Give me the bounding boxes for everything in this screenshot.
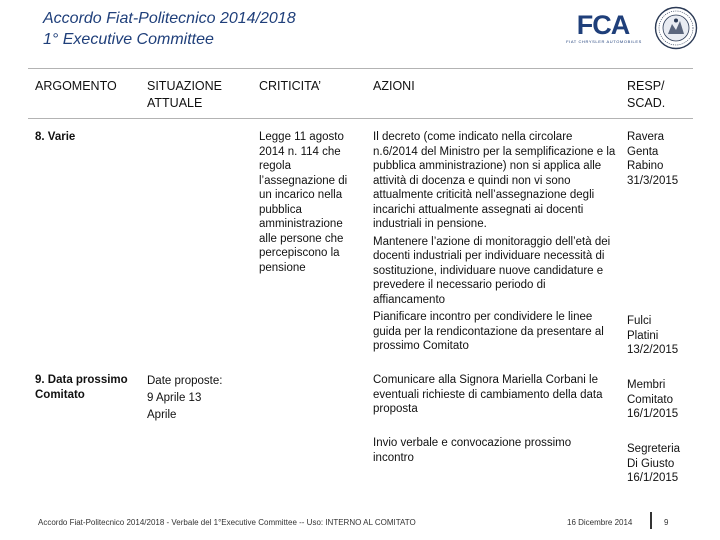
column-header-situazione: SITUAZIONE ATTUALE (147, 79, 223, 110)
column-header-azioni: AZIONI (373, 79, 415, 93)
page-number: 9 (664, 518, 669, 527)
fca-logo-mark (572, 12, 634, 38)
row-9-resp-2: Segreteria Di Giusto 16/1/2015 (627, 443, 681, 484)
row-9-azione-1: Comunicare alla Signora Mariella Corbani le eventuali richieste di cambiamento della data proposta (373, 374, 603, 415)
politecnico-seal-icon (654, 6, 698, 50)
fca-logo-text: FCA (576, 12, 630, 38)
table-top-rule (28, 68, 693, 69)
fca-logo (566, 12, 642, 48)
row-8-azione-3: Pianificare incontro per condividere le linee guida per la rendicontazione da presentare al prossimo Comitato (373, 311, 604, 352)
footer-date: 16 Dicembre 2014 (567, 518, 633, 527)
row-9-argomento: 9. Data prossimo Comitato (35, 374, 128, 401)
row-8-resp-1: Ravera Genta Rabino 31/3/2015 (627, 131, 679, 187)
row-9-situazione: Date proposte: 9 Aprile 13 Aprile (147, 375, 223, 421)
table-header-rule (28, 118, 693, 119)
column-header-argomento: ARGOMENTO (35, 79, 117, 93)
row-8-criticita: Legge 11 agosto 2014 n. 114 che regola l’assegnazione di un incarico nella pubblica amministrazione alle persone che percepiscono la pensione (259, 131, 348, 274)
row-9-azione-2: Invio verbale e convocazione prossimo incontro (373, 437, 572, 464)
row-8-azione-1: Il decreto (come indicato nella circolare n.6/2014 del Ministro per la semplificazione e la pubblica amministrazione) non si applica alle attività di docenza e quindi non vi sono attualmente criticità nell’assegnazione degli incarichi attualmente assegnati ai docenti industriali in pensione. (373, 131, 616, 230)
column-header-resp: RESP/ SCAD. (627, 79, 666, 110)
row-8-argomento: 8. Varie (35, 131, 76, 143)
page-title (43, 8, 296, 50)
row-8-azione-2: Mantenere l’azione di monitoraggio dell’età dei docenti industriali per individuare necessità di sostituzione, individuare nuove candidature e prevedere il necessario periodo di affiancamento (373, 235, 611, 306)
row-8-azioni (373, 130, 617, 357)
footer-divider (650, 512, 652, 529)
row-8-resp-2: Fulci Platini 13/2/2015 (627, 315, 679, 356)
title-line-2: 1° Executive Committee (43, 31, 214, 48)
footer-text: Accordo Fiat-Politecnico 2014/2018 - Verbale del 1°Executive Committee -- Uso: INTERNO AL COMITATO (38, 518, 416, 527)
fca-logo-subtext: FIAT CHRYSLER AUTOMOBILES (566, 39, 642, 44)
row-9-resp-1: Membri Comitato 16/1/2015 (627, 379, 679, 420)
column-header-criticita: CRITICITA’ (259, 79, 322, 93)
title-line-1: Accordo Fiat-Politecnico 2014/2018 (43, 10, 296, 27)
